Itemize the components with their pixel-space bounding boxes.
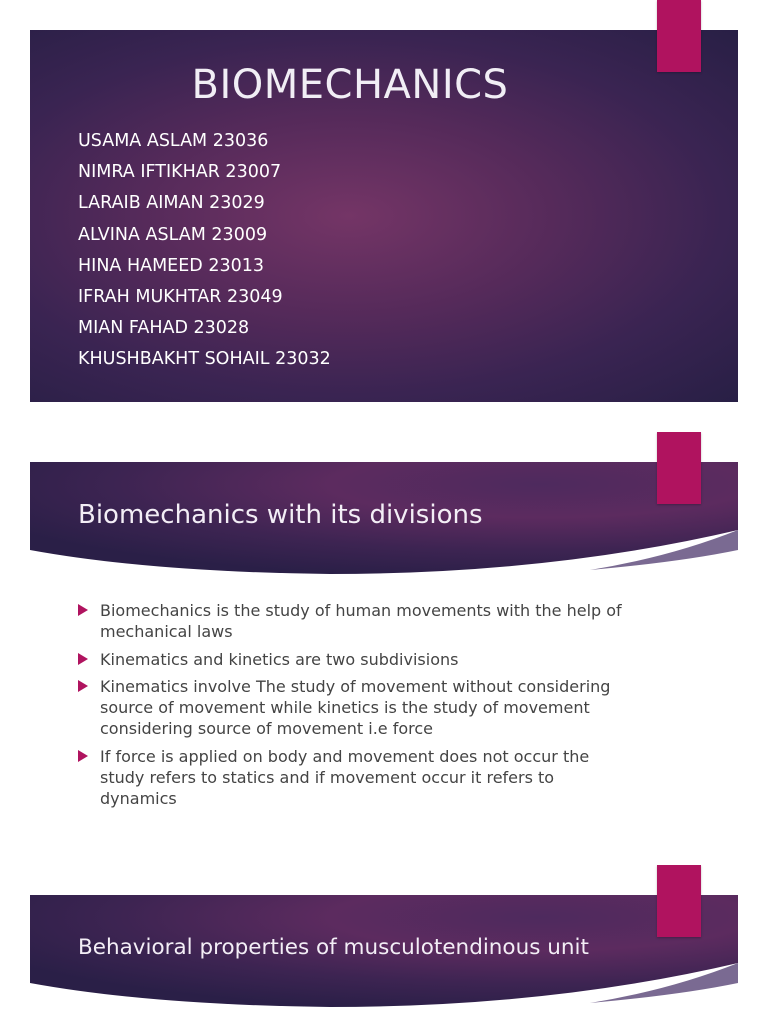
triangle-bullet-icon xyxy=(78,604,88,616)
bullet-text: If force is applied on body and movement does not occur the study refers to statics and if movement occur it refers to dynamics xyxy=(100,746,590,808)
slide-1 xyxy=(0,0,768,432)
slide-title: Biomechanics with its divisions xyxy=(78,500,483,530)
title-panel xyxy=(30,30,738,402)
list-item xyxy=(78,600,623,642)
accent-tab xyxy=(657,432,701,504)
triangle-bullet-icon xyxy=(78,750,88,762)
title-banner xyxy=(30,462,738,577)
author-item: KHUSHBAKHT SOHAIL 23032 xyxy=(78,349,331,370)
accent-tab xyxy=(657,0,701,72)
bullet-text: Kinematics involve The study of movement without considering source of movement while kinetics is the study of movement considering source of movement i.e force xyxy=(100,677,611,738)
list-item xyxy=(78,746,623,809)
title-banner xyxy=(30,895,738,1010)
slide-3 xyxy=(0,865,768,1024)
author-item: MIAN FAHAD 23028 xyxy=(78,318,250,339)
slide-title: Behavioral properties of musculotendinous unit xyxy=(78,935,589,960)
author-item: USAMA ASLAM 23036 xyxy=(78,131,269,151)
author-list xyxy=(78,126,331,376)
author-item: HINA HAMEED 23013 xyxy=(78,255,264,276)
bullet-list xyxy=(78,600,623,815)
triangle-bullet-icon xyxy=(78,653,88,665)
list-item xyxy=(78,649,623,670)
author-item: LARAIB AIMAN 23029 xyxy=(78,193,265,214)
author-item: ALVINA ASLAM 23009 xyxy=(78,224,268,245)
list-item xyxy=(78,676,623,739)
author-item: NIMRA IFTIKHAR 23007 xyxy=(78,162,282,183)
slide-title: BIOMECHANICS xyxy=(191,62,509,108)
triangle-bullet-icon xyxy=(78,680,88,692)
bullet-text: Biomechanics is the study of human movements with the help of mechanical laws xyxy=(100,601,622,641)
bullet-text: Kinematics and kinetics are two subdivisions xyxy=(100,649,459,669)
slide-2 xyxy=(0,432,768,865)
accent-tab xyxy=(657,865,701,937)
author-item: IFRAH MUKHTAR 23049 xyxy=(78,286,283,307)
